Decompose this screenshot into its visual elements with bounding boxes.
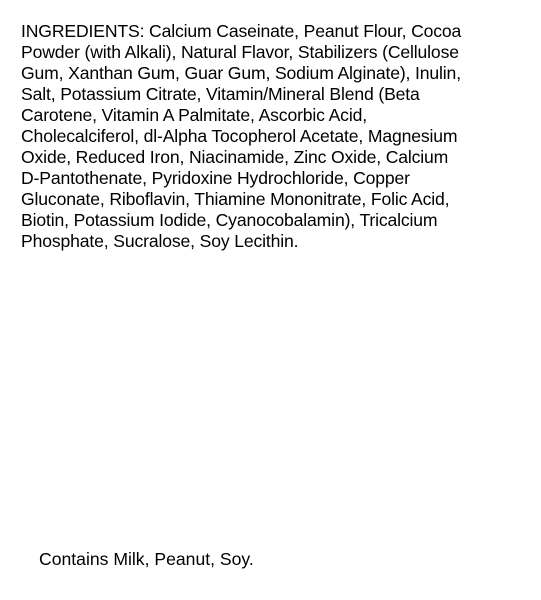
ingredients-line: Carotene, Vitamin A Palmitate, Ascorbic Acid, bbox=[21, 105, 367, 125]
ingredients-line: Powder (with Alkali), Natural Flavor, Stabilizers (Cellulose bbox=[21, 42, 459, 62]
ingredients-line: Cholecalciferol, dl-Alpha Tocopherol Acetate, Magnesium bbox=[21, 126, 458, 146]
ingredients-line: Salt, Potassium Citrate, Vitamin/Mineral Blend (Beta bbox=[21, 84, 420, 104]
ingredients-line: Phosphate, Sucralose, Soy Lecithin. bbox=[21, 231, 299, 251]
ingredients-list bbox=[21, 21, 521, 252]
ingredients-line: Gum, Xanthan Gum, Guar Gum, Sodium Alginate), Inulin, bbox=[21, 63, 461, 83]
ingredients-line: INGREDIENTS: Calcium Caseinate, Peanut Flour, Cocoa bbox=[21, 21, 462, 41]
ingredients-line: Biotin, Potassium Iodide, Cyanocobalamin), Tricalcium bbox=[21, 210, 438, 230]
ingredients-line: Oxide, Reduced Iron, Niacinamide, Zinc Oxide, Calcium bbox=[21, 147, 449, 167]
allergen-statement: Contains Milk, Peanut, Soy. bbox=[39, 549, 254, 569]
ingredients-line: D-Pantothenate, Pyridoxine Hydrochloride, Copper bbox=[21, 168, 410, 188]
ingredients-line: Gluconate, Riboflavin, Thiamine Mononitrate, Folic Acid, bbox=[21, 189, 450, 209]
